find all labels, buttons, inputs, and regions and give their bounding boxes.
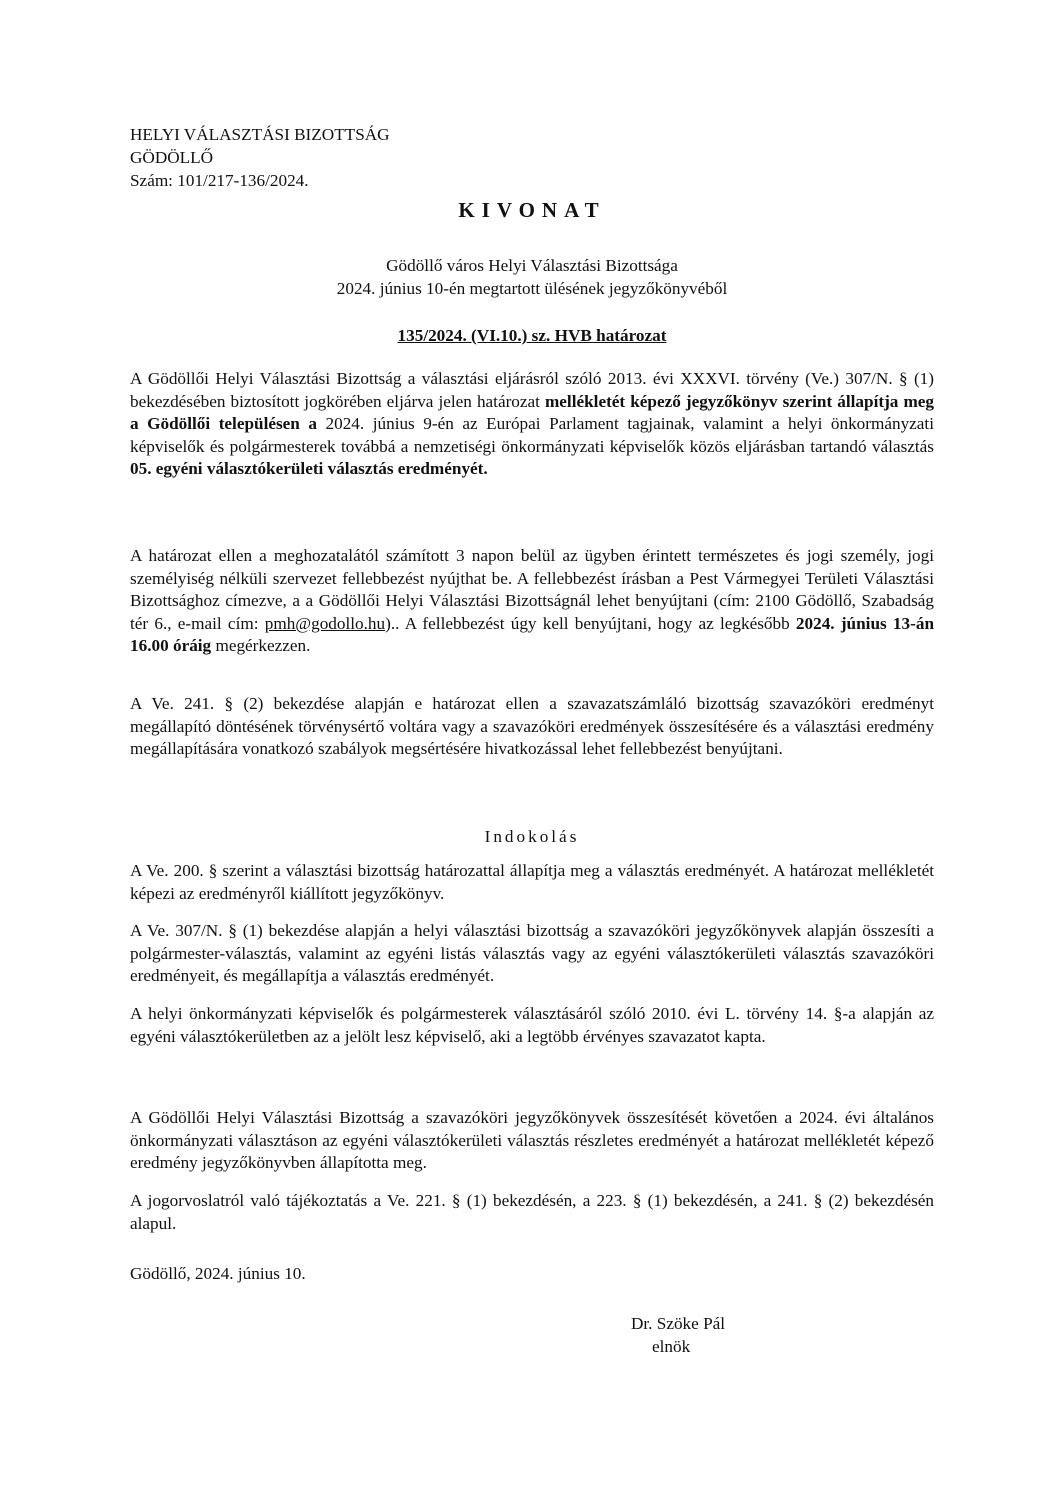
reasoning-paragraph-4: A Gödöllői Helyi Választási Bizottság a szavazóköri jegyzőkönyvek összesítését követően a 2024. évi általános önkormányzati választáson az egyéni választókerületi választás részletes eredményét a határozat mellékletét képező eredmény jegyzőkönyvben állapította meg. [130, 1108, 934, 1173]
paragraph-appeal-grounds: A Ve. 241. § (2) bekezdése alapján e határozat ellen a szavazatszámláló bizottság szavazóköri eredményt megállapító döntésének törvénysértő voltára vagy a szavazóköri eredmények összesítésére és a választási eredmény megállapítására vonatkozó szabályok megsértésére hivatkozással lehet fellebbezést benyújtani. [130, 694, 934, 759]
reasoning-heading: Indokolás [484, 827, 580, 846]
header-number: Szám: 101/217-136/2024. [130, 171, 309, 190]
appeal-text-part1: A határozat ellen a meghozatalától számított 3 napon belül az ügyben érintett természetes és jogi személy, jogi személyiség nélküli szervezet fellebbezést nyújthat be. A fellebbezést írásban a Pest Vármegyei Területi Választási Bizottsághoz címezve, a a Gödöllői Helyi Választási Bizottságnál lehet benyújtani (cím: 2100 Gödöllő, Szabadság tér 6., e-mail cím: [130, 546, 934, 633]
place-date: Gödöllő, 2024. június 10. [130, 1264, 306, 1283]
reasoning-paragraph-3: A helyi önkormányzati képviselők és polgármesterek választásáról szóló 2010. évi L. törvény 14. §-a alapján az egyéni választókerületben az a jelölt lesz képviselő, aki a legtöbb érvényes szavazatot kapta. [130, 1004, 934, 1046]
paragraph-appeal [130, 545, 934, 658]
appeal-text-part3: megérkezzen. [211, 636, 311, 656]
header-city: GÖDÖLLŐ [130, 148, 214, 167]
reasoning-paragraph-1: A Ve. 200. § szerint a választási bizottság határozattal állapítja meg a választás eredményét. A határozat mellékletét képezi az eredményről kiállított jegyzőkönyv. [130, 861, 934, 903]
email-link[interactable]: pmh@godollo.hu [264, 613, 386, 633]
paragraph-decision [130, 368, 934, 481]
signatory-role: elnök [652, 1337, 691, 1356]
resolution-number-text: 135/2024. (VI.10.) sz. HVB határozat [397, 326, 667, 345]
decision-text-part1: A Gödöllői Helyi Választási Bizottság a választási eljárásról szóló 2013. évi XXXVI. törvény (Ve.) 307/N. § (1) bekezdésében biztosított jogkörében eljárva jelen határozat [130, 369, 934, 411]
subtitle-line1: Gödöllő város Helyi Választási Bizottsága [386, 256, 678, 275]
decision-text-bold1: mellékletét képező jegyzőkönyv szerint állapítja meg a Gödöllői településen a [130, 391, 934, 434]
resolution-number [130, 325, 934, 346]
appeal-text-part2: ).. A fellebbezést úgy kell benyújtani, hogy az legkésőbb [385, 613, 796, 633]
decision-text-bold2: 05. egyéni választókerületi választás eredményét. [130, 459, 488, 479]
reasoning-paragraph-2: A Ve. 307/N. § (1) bekezdése alapján a helyi választási bizottság a szavazóköri jegyzőkönyvek alapján összesíti a polgármester-választás, valamint az egyéni listás választás vagy az egyéni választókerületi választás szavazóköri eredményeit, és megállapítja a választás eredményét. [130, 921, 934, 986]
signatory-name: Dr. Szöke Pál [631, 1314, 726, 1333]
reasoning-paragraph-5: A jogorvoslatról való tájékoztatás a Ve. 221. § (1) bekezdésén, a 223. § (1) bekezdésén, a 241. § (2) bekezdésén alapul. [130, 1191, 934, 1233]
appeal-deadline: 2024. június 13-án 16.00 óráig [130, 613, 935, 656]
subtitle-line2: 2024. június 10-én megtartott ülésének jegyzőkönyvéből [336, 279, 728, 298]
decision-text-part2: 2024. június 9-én az Európai Parlament tagjainak, valamint a helyi önkormányzati képviselők és polgármesterek továbbá a nemzetiségi önkormányzati képviselők közös eljárásban tartandó választás [130, 414, 934, 456]
document-title: KIVONAT [458, 198, 606, 222]
header-organization: HELYI VÁLASZTÁSI BIZOTTSÁG [130, 125, 390, 144]
